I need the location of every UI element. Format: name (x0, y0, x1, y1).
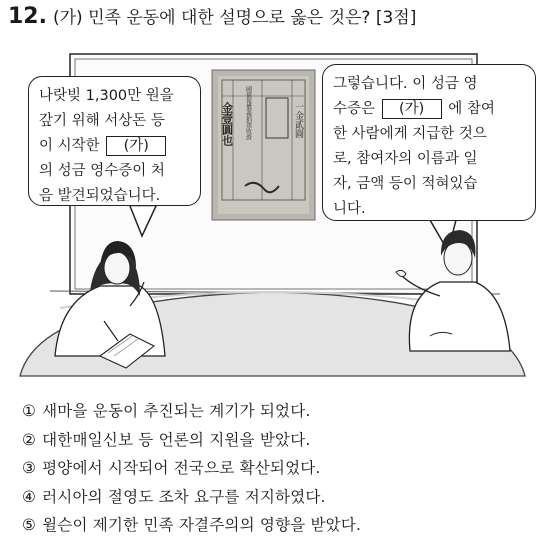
option-text: 대한매일신보 등 언론의 지원을 받았다. (42, 430, 311, 449)
bubble-left-line (39, 134, 190, 159)
option-number: ④ (22, 487, 37, 506)
answer-option-2[interactable] (22, 426, 532, 455)
receipt-middle-label: 國債報償義捐領收證 (244, 86, 252, 140)
bubble-right-line-post: 에 참여 (448, 101, 495, 117)
bubble-right-line: 한 사람에게 지급한 것으 (333, 126, 487, 142)
answer-option-1[interactable] (22, 397, 532, 426)
bubble-left-line: 의 성금 영수증이 처 (39, 163, 165, 179)
bubble-right-line-pre: 수증은 (333, 101, 376, 117)
receipt-right-label: 一金貳圓 (293, 102, 303, 138)
option-text: 윌슨이 제기한 민족 자결주의의 영향을 받았다. (42, 516, 362, 534)
question-number: 12. (8, 4, 47, 29)
blank-ga-box: (가) (382, 99, 442, 119)
answer-options (22, 397, 532, 540)
option-text: 러시아의 절영도 조차 요구를 저지하였다. (42, 487, 326, 506)
option-text: 새마을 운동이 추진되는 계기가 되었다. (42, 402, 311, 420)
bubble-right-line (333, 97, 525, 122)
illustration (0, 36, 545, 391)
blank-ga-box: (가) (106, 136, 166, 156)
bubble-right-line: 니다. (333, 201, 366, 217)
bubble-left-line: 나랏빚 1,300만 원을 (39, 88, 174, 104)
speech-bubble-right (322, 64, 536, 221)
option-number: ⑤ (22, 516, 37, 534)
question-text: (가) 민족 운동에 대한 설명으로 옳은 것은? [3점] (52, 8, 417, 28)
option-text: 평양에서 시작되어 전국으로 확산되었다. (42, 459, 321, 477)
bubble-left-line-pre: 이 시작한 (39, 138, 100, 154)
speech-bubble-left (28, 76, 201, 206)
option-number: ③ (22, 459, 37, 477)
answer-option-3[interactable] (22, 454, 532, 483)
receipt-left-label: 金壹圓也 (220, 102, 234, 146)
answer-option-4[interactable] (22, 483, 532, 512)
option-number: ① (22, 402, 37, 420)
bubble-right-line: 자, 금액 등이 적혀있습 (333, 176, 478, 192)
answer-option-5[interactable] (22, 511, 532, 540)
bubble-left-line: 갚기 위해 서상돈 등 (39, 113, 165, 129)
option-number: ② (22, 430, 37, 449)
question-header (8, 4, 538, 30)
bubble-right-line: 그렇습니다. 이 성금 영 (333, 76, 478, 92)
bubble-left-line: 음 발견되었습니다. (39, 188, 161, 204)
bubble-right-line: 로, 참여자의 이름과 일 (333, 151, 478, 167)
